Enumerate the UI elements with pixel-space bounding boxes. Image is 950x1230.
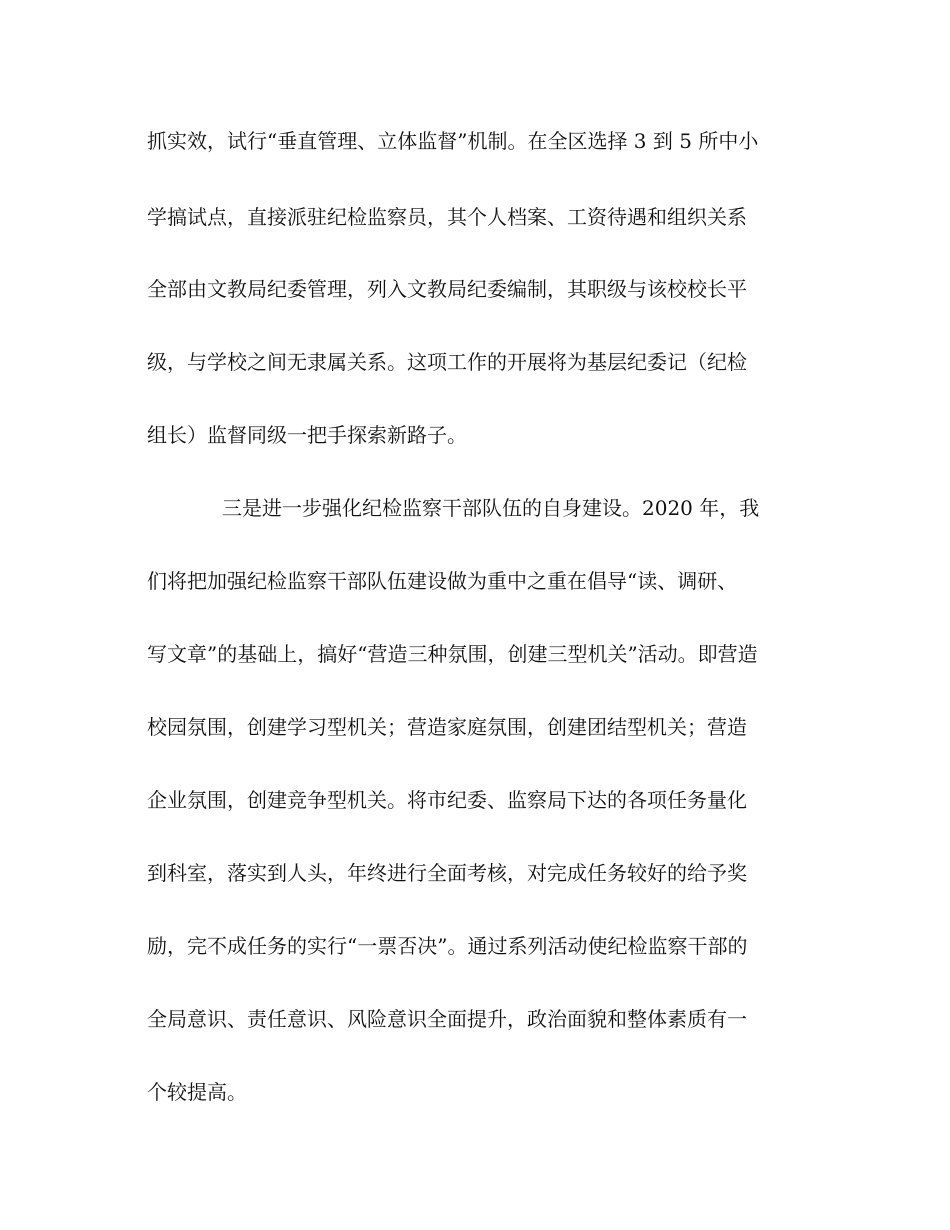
text-line: 组长）监督同级一把手探索新路子。 [147, 423, 467, 447]
text-line: 全部由文教局纪委管理，列入文教局纪委编制，其职级与该校校长平 [147, 277, 747, 301]
text-line: 全局意识、责任意识、风险意识全面提升，政治面貌和整体素质有一 [147, 1007, 747, 1031]
paragraph-first-line: 三是进一步强化纪检监察干部队伍的自身建设。2020 年，我 [222, 496, 760, 520]
text-line: 励，完不成任务的实行“一票否决”。通过系列活动使纪检监察干部的 [147, 934, 748, 958]
text-line: 级，与学校之间无隶属关系。这项工作的开展将为基层纪委记（纪检 [147, 350, 747, 374]
text-line: 抓实效，试行“垂直管理、立体监督”机制。在全区选择 3 到 5 所中小 [147, 129, 759, 153]
text-line: 写文章”的基础上，搞好“营造三种氛围，创建三型机关”活动。即营造 [147, 642, 758, 666]
text-line: 企业氛围，创建竞争型机关。将市纪委、监察局下达的各项任务量化 [147, 788, 747, 812]
text-line: 们将把加强纪检监察干部队伍建设做为重中之重在倡导“读、调研、 [147, 569, 738, 593]
text-line: 学搞试点，直接派驻纪检监察员，其个人档案、工资待遇和组织关系 [147, 205, 747, 229]
text-line: 校园氛围，创建学习型机关；营造家庭氛围，创建团结型机关；营造 [147, 715, 747, 739]
text-line: 个较提高。 [147, 1080, 247, 1104]
text-line: 到科室，落实到人头，年终进行全面考核，对完成任务较好的给予奖 [147, 861, 747, 885]
